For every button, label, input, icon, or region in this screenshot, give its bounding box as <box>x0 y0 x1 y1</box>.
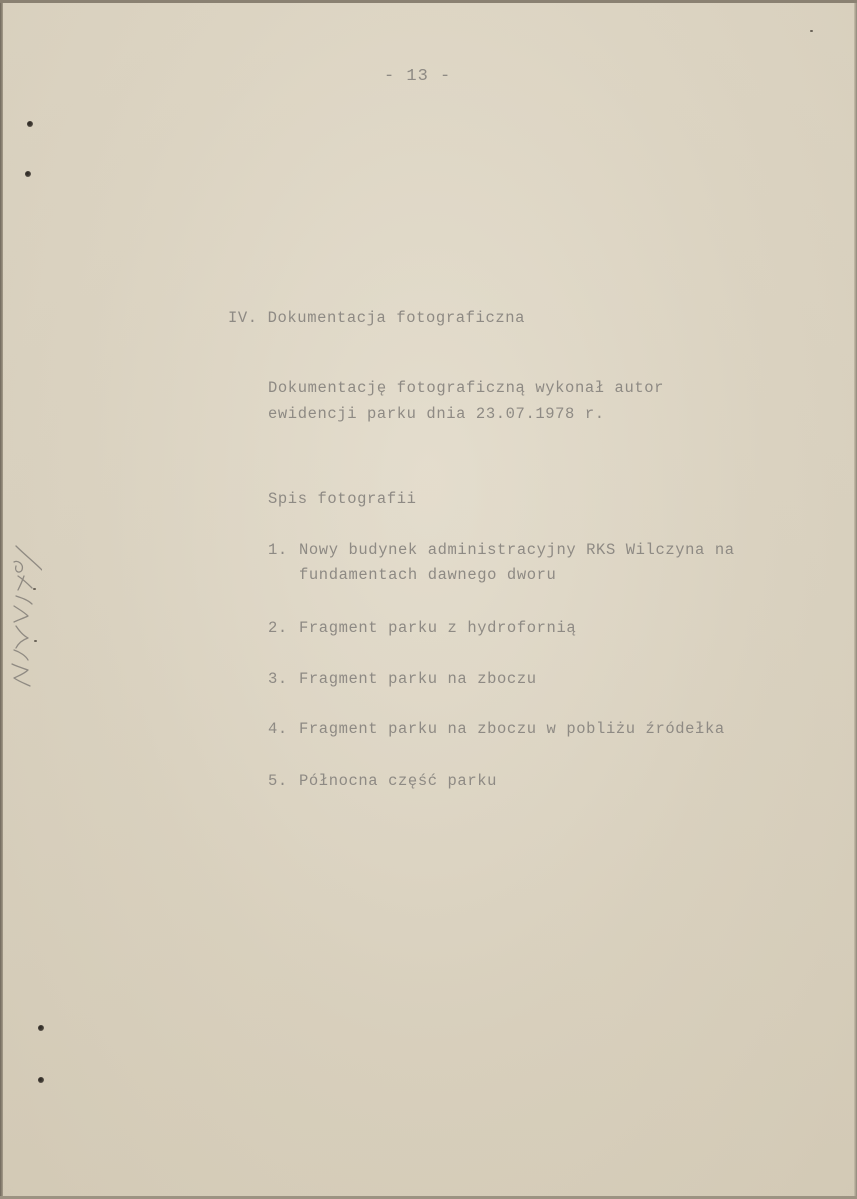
intro-paragraph-line-2: ewidencji parku dnia 23.07.1978 r. <box>268 405 605 423</box>
intro-paragraph-line-1: Dokumentację fotograficzną wykonał autor <box>268 379 665 397</box>
punch-hole-icon <box>25 171 31 177</box>
list-item-number: 5. <box>268 772 288 790</box>
list-item-text: Fragment parku na zboczu w pobliżu źródełka <box>299 720 725 738</box>
handwritten-margin-note <box>2 540 42 700</box>
punch-hole-icon <box>27 121 33 127</box>
page-top-edge <box>0 0 857 3</box>
punch-hole-icon <box>38 1025 44 1031</box>
list-title: Spis fotografii <box>268 490 417 508</box>
list-item-text-line-1: Nowy budynek administracyjny RKS Wilczyna na <box>299 541 735 559</box>
page-number: - 13 - <box>384 67 452 86</box>
list-item-text-line-2: fundamentach dawnego dworu <box>299 566 557 584</box>
list-item-text: Fragment parku z hydrofornią <box>299 619 577 637</box>
section-heading: IV. Dokumentacja fotograficzna <box>228 309 526 327</box>
paper-speck <box>810 30 813 32</box>
list-item-text: Fragment parku na zboczu <box>299 670 537 688</box>
list-item-number: 1. <box>268 541 288 559</box>
list-item-number: 4. <box>268 720 288 738</box>
punch-hole-icon <box>38 1077 44 1083</box>
list-item-number: 3. <box>268 670 288 688</box>
list-item-text: Północna część parku <box>299 772 498 790</box>
list-item-number: 2. <box>268 619 288 637</box>
